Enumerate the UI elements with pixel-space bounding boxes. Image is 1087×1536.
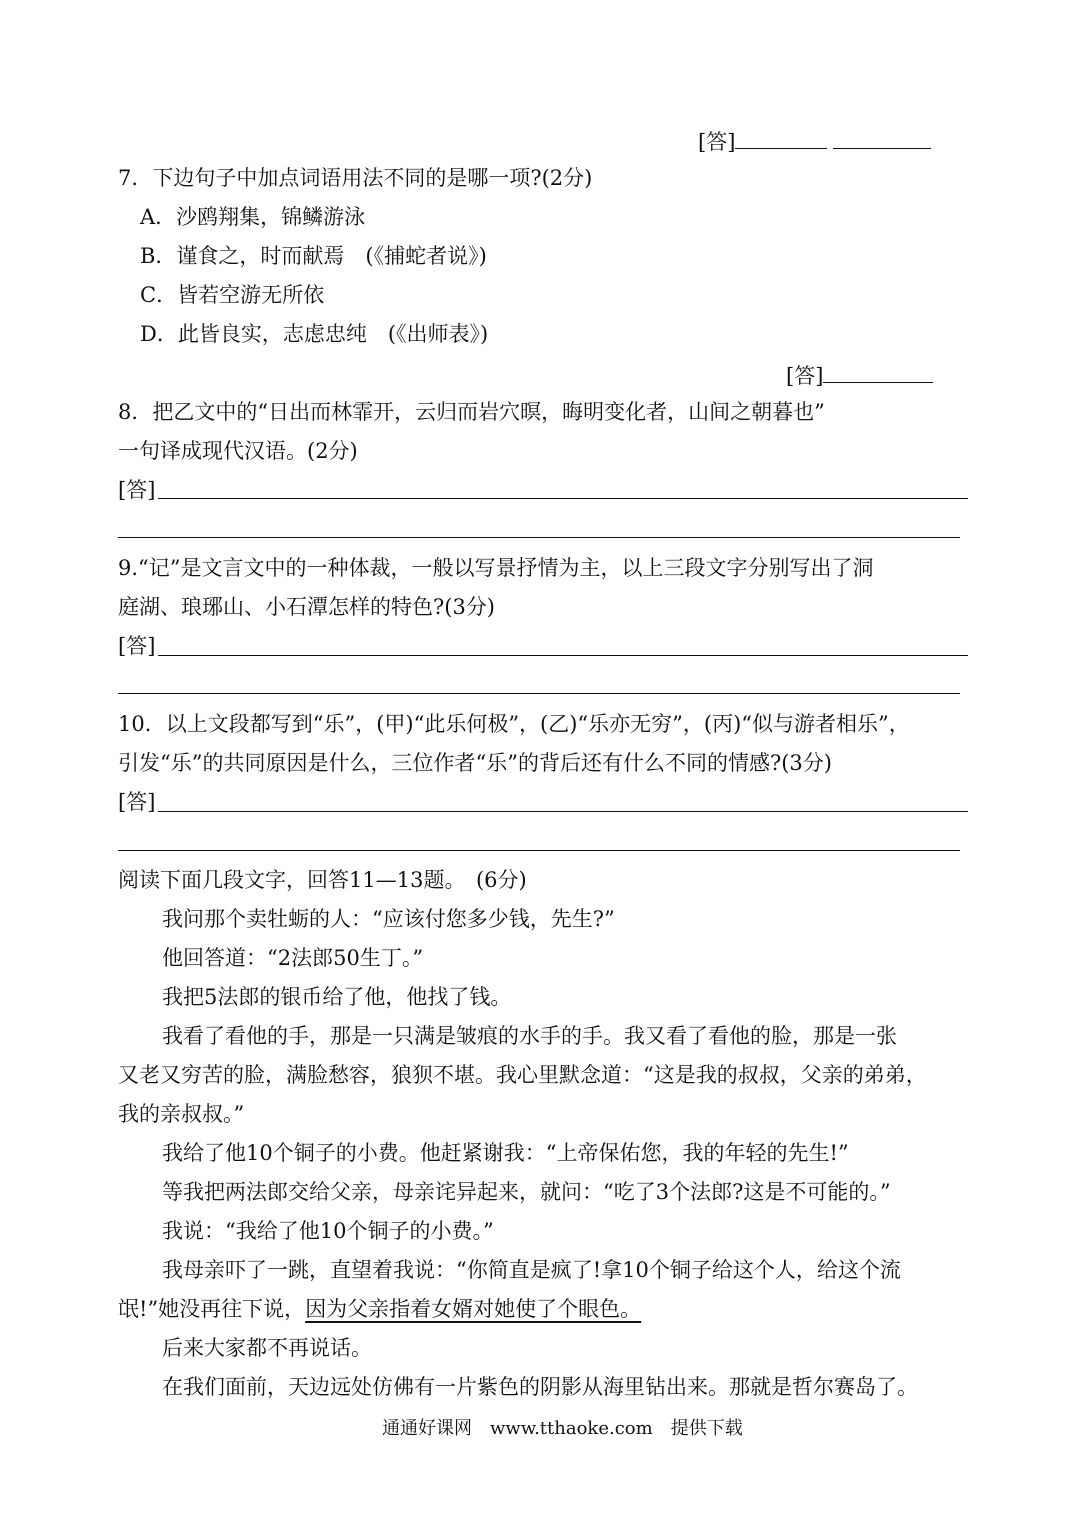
question-7-option-c: C．皆若空游无所依 [140, 283, 325, 307]
question-8-line-1: 8．把乙文中的“日出而林霏开，云归而岩穴暝，晦明变化者，山间之朝暮也” [118, 400, 825, 424]
passage-paragraph: 我问那个卖牡蛎的人：“应该付您多少钱，先生?” [162, 907, 615, 931]
question-9-answer-label: [答] [118, 634, 156, 658]
passage-paragraph: 又老又穷苦的脸，满脸愁容，狼狈不堪。我心里默念道：“这是我的叔叔，父亲的弟弟， [118, 1063, 927, 1087]
passage-paragraph: 我看了看他的手，那是一只满是皱痕的水手的手。我又看了看他的脸，那是一张 [162, 1024, 897, 1048]
answer-line [158, 655, 968, 656]
answer-line [118, 850, 960, 851]
question-10-line-1: 10．以上文段都写到“乐”，(甲)“此乐何极”，(乙)“乐亦无穷”，(丙)“似与游者相乐”， [118, 712, 910, 736]
answer-blank [735, 130, 827, 149]
passage-paragraph: 等我把两法郎交给父亲，母亲诧异起来，就问：“吃了3个法郎?这是不可能的。” [162, 1180, 891, 1204]
question-10-line-2: 引发“乐”的共同原因是什么，三位作者“乐”的背后还有什么不同的情感?(3分) [118, 751, 832, 775]
answer-blank [833, 130, 931, 149]
page-footer: 通通好课网 www.tthaoke.com 提供下载 [382, 1418, 743, 1439]
answer-line [118, 537, 960, 538]
question-9-line-2: 庭湖、琅琊山、小石潭怎样的特色?(3分) [118, 595, 496, 619]
question-7-option-b: B．谨食之，时而献焉 (《捕蛇者说》) [140, 244, 487, 268]
passage-paragraph: 后来大家都不再说话。 [162, 1336, 372, 1360]
question-9-line-1: 9.“记”是文言文中的一种体裁，一般以写景抒情为主，以上三段文字分别写出了洞 [118, 556, 874, 580]
question-8-answer-label: [答] [118, 478, 156, 502]
question-7-stem: 7．下边句子中加点词语用法不同的是哪一项?(2分) [118, 166, 593, 190]
passage-paragraph: 我说：“我给了他10个铜子的小费。” [162, 1219, 494, 1243]
answer-line [158, 811, 968, 812]
q7-answer [786, 364, 933, 387]
passage-paragraph: 我的亲叔叔。” [118, 1102, 245, 1126]
passage-paragraph: 我把5法郎的银币给了他，他找了钱。 [162, 985, 512, 1009]
answer-blank [823, 364, 933, 383]
question-10-answer-label: [答] [118, 790, 156, 814]
question-7-option-a: A．沙鸥翔集，锦鳞游泳 [140, 205, 366, 229]
passage-paragraph: 我给了他10个铜子的小费。他赶紧谢我：“上帝保佑您，我的年轻的先生!” [162, 1141, 849, 1165]
question-7-option-d: D．此皆良实，志虑忠纯 (《出师表》) [140, 322, 489, 346]
underlined-sentence: 因为父亲指着女婿对她使了个眼色。 [305, 1297, 642, 1321]
question-8-line-2: 一句译成现代汉语。(2分) [118, 439, 358, 463]
passage-text: 氓!”她没再往下说， [118, 1297, 306, 1321]
answer-label: [答] [698, 130, 736, 154]
passage-paragraph: 他回答道：“2法郎50生丁。” [162, 946, 424, 970]
passage-paragraph: 我母亲吓了一跳，直望着我说：“你简直是疯了!拿10个铜子给这个人，给这个流 [162, 1258, 901, 1282]
reading-intro: 阅读下面几段文字，回答11—13题。 (6分) [118, 868, 527, 892]
answer-line [158, 498, 968, 499]
passage-paragraph: 在我们面前，天边远处仿佛有一片紫色的阴影从海里钻出来。那就是哲尔赛岛了。 [162, 1375, 918, 1399]
answer-label: [答] [786, 364, 824, 388]
answer-line [118, 693, 960, 694]
q6-answer [698, 130, 931, 153]
passage-paragraph [118, 1299, 641, 1320]
